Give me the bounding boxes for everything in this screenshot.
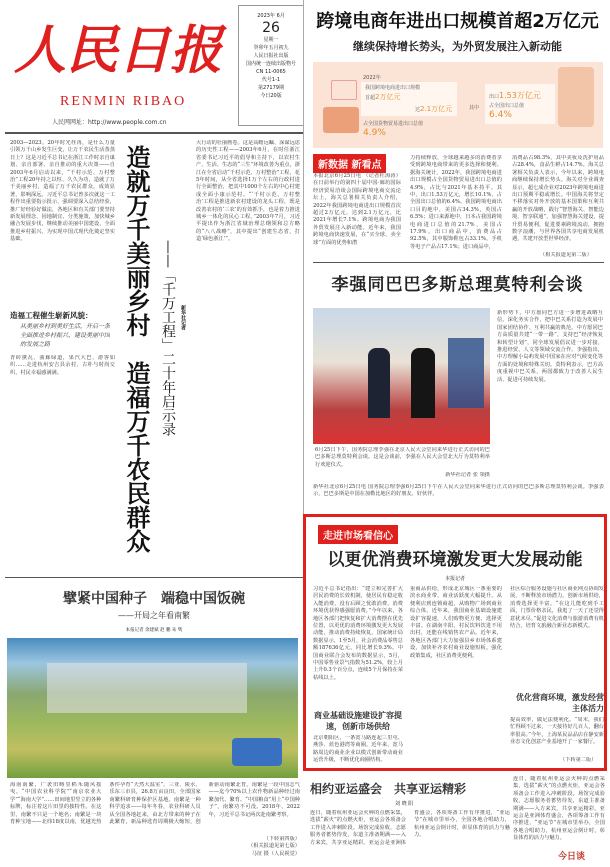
feature-body-left2: 青砖黛瓦、曲廊绿道，果汽大巴、游客如织……走进杭州安吉县余村，古朴与时尚交织，村民幸福感满满。 [10,355,115,376]
issue-number: 第27179期 [258,85,284,91]
asian-games-headline[interactable]: 相约亚运盛会 共享亚运精彩 [310,782,467,796]
meeting-photo [313,308,490,444]
lead-headline[interactable]: 跨境电商年进出口规模首超2万亿元 [316,11,599,32]
info-value-1: 2万亿元 [375,93,401,101]
divider [5,132,303,134]
divider [5,577,303,578]
feature-title-b: 造福万千农民群众 [122,361,151,553]
meeting-body: 新形势下，中方愿同巴方进一步增进战略互信，深化务实合作，把中巴关系打造为发展中国家团结协作、互利共赢的典范。中方愿同巴方高质量共建“一带一路”，支持巴“经济恢复和转型计划”，同全球发展倡议进一步对接，推进经贸、人文等领域交流合作。李强指出，中方理解小岛屿发展中国家在应对气候变化等方面的处境和特殊关切。莫特利表示，巴方高度重视中巴关系，两国都致力于改善人民生活、促进可持续发展。 [497,310,603,383]
weekday: 星期一 [263,37,279,43]
page-count: 今日20版 [260,93,282,99]
lunar-date: 癸卯年五月初九 [253,45,289,51]
consumption-col1b: 北京朝阳区，一条宽马路连起三里屯、燕莎、蓝色港湾等商圈。近年来，宽马路周边的商业企业以模式创新带动商业运营升级，不断优化商圈结构。 [313,735,403,764]
byline: 刘 晓 阳 [395,801,414,807]
info-reach: 达 [415,107,421,113]
monitor-icon [323,107,359,133]
consumption-headline[interactable]: 以更优消费环境激发更大发展动能 [327,550,583,570]
date-box [238,5,304,126]
nanfan-aerial-photo [7,638,298,778]
feature-headline[interactable] [118,145,154,570]
lead-body-col2: 力持续释放，全球越来越多的消费者享受到跨境电商带来的更多选择和便利。据海关统计，2022年，我国跨境电商进出口规模占全国货物贸易进出口总值的4.9%，占比与2021年基本持平。其中，出口1.53万亿元，增长10.1%，占全国出口总值的6.4%。我国跨境电商出口目的地中，美国占34.3%，英国占6.5%；进口来源地中，日本占我国跨境电商进口总值的21.7%，美国占17.9%。出口商品中，消费品占92.5%，其中服饰鞋包占33.1%，手机等电子产品占17.1%；进口商品中， [410,155,502,250]
consumption-col1: 习近平总书记指出：“建立和完善扩大居民消费的长效机制，使居民有稳定收入能消费、没有后顾之忧敢消费、消费环境优获得感强愿消费。”今年以来，各地区各部门把恢复和扩大消费摆在优先位置，以更优的消费环境激发更大发展动能，推动消费持续恢复。国家统计局数据显示，1至5月，社会消费品零售总额187636亿元，同比增长9.3%。中国商业联合会发布的数据显示，5月，中国零售业景气指数为51.2%，较上月上升0.3个百分点，连续5个月保持在荣枯线以上。 [313,586,403,681]
feature-body-right: 大行动的壮丽画卷。这是高瞻远瞩、深谋远虑的历史性工程——2003年6月，在时任浙江省委书记习近平的倡导和主持下，以农村生产、生活、生态的“三生”环境改善为重点，浙江在全省启动“千村示范、万村整治”工程，花5年时间，从全省选择1万个左右的行政村进行全面整治，把其中1000个左右的中心村建成全面小康示范村。“‘千村示范、万村整治’工程是推进新农村建设的龙头工程，既是改善农村的‘三农’的有效抓手，也是着力推进城乡一体化的民心工程。”2003年7月，习近平提出作为浙江省域治理总纲领和总方略的“八八战略”，其中提出“创建生态省，打造‘绿色浙江’”。 [196,140,300,243]
meeting-headline[interactable]: 李强同巴巴多斯总理莫特利会谈 [331,275,584,295]
feature-title-a: 造就万千美丽乡村 [122,145,151,337]
feature-subtitle: ——「千万工程」二十年启示录 [160,240,176,436]
masthead-logo: 人民日报 [14,20,223,81]
info-value-2: 2.1万亿元 [420,105,453,113]
phone-shop-icon [558,67,594,127]
day: 26 [262,20,280,36]
info-export-share: 6.4% [489,110,512,120]
info-export: 1.53万亿元 [499,91,541,100]
info-export-share-label: 占全国出口总值 [489,103,525,109]
issn: 国内统一连续出版物号 [245,61,296,67]
asian-games-body-col3: 连日，随着杭州亚运会火种的点燃采集，选拔“薪火”的点燃火炬，亚运会各项备会工作进入冲刺阶段。场馆完成验收，志愿服务者蓄势待发，东道主准备期满——入方来宾，共享亚运精彩。亚运会是亚洲体育盛会，各项筹备工作有序推进，“亚运节”在城市里举办，全国各地合唱助力，杭州亚运会倒计时，彰显体育的活力与魅力。 [513,776,605,842]
feature-body-left: 2003—2023。20年时光荏苒，是什么力量引领万千山乡发生巨变，让万千农民生活蒸蒸日上？这是习近平总书记在浙江工作时亲自谋划、亲自部署、亲自推动的重大决策——自2003年6月启动以来，“千村示范、万村整治”工程20年持之以恒、久久为功，造就了万千美丽乡村，造福了万千农民群众，成效显著，影响深远。习近平总书记曾多次就这一工程作出重要指示批示，强调要深入总结经验，推广好经验好做法，各地区和有关部门要坚持新发展理念，因地制宜、分类施策，加快城乡融合发展步伐，继续推动美丽中国建设，全面推进乡村振兴，为实现中国式现代化奠定坚实基础。 [10,140,115,243]
publisher: 人民日报社出版 [253,53,289,59]
seeds-body: 海南南繁，广袤田畴里稻禾随风摇曳。“中国农业科学院”“南京农业大学”“海南大学”……田间地里竖立的各种标牌，标注着这片田里的独特性。在这里，南繁不只是一个地名；南繁是一块育种宝地——北纬18度以南，优越光热条件孕育“天然大温室”。三亚、陵水、乐东三市县，26.8万亩良田，全部国家南繁科研育种保护区基地。南繁是一种科学追求——每年冬春，农业科研人员从全国各地赶来，由北方带来的种子在此繁育，新品种选育周期极大缩短，创新驱动南繁北育。南繁是一段中国志气——迄今70%以上农作物新品种经过南繁加代、繁育。“中国粮食”用上“中国种子”，南繁功不可没。2018年、2022年，习近平总书记两次赴南繁考察。 [10,782,300,826]
today-talk-logo: 今日谈 [558,852,586,862]
seeds-headline[interactable]: 擘紧中国种子 端稳中国饭碗 [63,591,245,607]
info-first: 首超 [365,95,376,101]
continued-link[interactable]: （下转第四版） [263,836,300,842]
photo-caption: 6月25日下午，国务院总理李强在北京人民大会堂同来华进行正式访问的巴巴多斯总理莫特利会谈。这是会谈前，李强在人民大会堂北大厅为莫特利举行欢迎仪式。 [315,447,490,468]
continued-link[interactable]: （下转第二版） [560,757,597,763]
seeds-subheadline: ——开局之年看南繁 [118,611,190,620]
cart-icon [331,80,357,100]
postal-code: 代号1-1 [261,77,281,83]
photo-credit: 新华社记者 张 领摄 [445,472,490,478]
pull-quote: 从美丽乡村到美好生活，开启一条全面推进乡村振兴、建设美丽中国的发展之路 [20,323,110,348]
lead-body-col3: 消费品占98.3%，其中美妆及洗护用品占28.4%，食品生鲜占14.7%。海关总署相关负责人表示，今年以来，跨境电商继续保持增长势头。海关对全业调查显示，超七成企业对2023年跨境电商进出口预期平稳或增长。中国海关将坚定不移落实对外开放的基本国策和互利共赢的开放战略，践行“智慧海关、智能边境、智享联通”，加强智慧海关建设，提升贸易便利，促进要素跨境流动，拥抱数字浪潮，与世界各国共享电商发展机遇，共建开放型世界经济。 [512,155,604,243]
lead-related[interactable]: （相关报道见第二版） [540,252,592,258]
info-label: 我国跨境电商进出口规模 [365,85,421,91]
divider [313,262,604,263]
subheading: 造福工程催生崭新风貌： [10,311,93,320]
photo-credit: 马征 摄（人民视觉） [251,850,300,857]
info-share: 4.9% [363,128,386,138]
consumption-col3: 社区综合服务设施与社区商业网点协调发展，不断释放市场潜力。创新市场供给，消费选择更丰富。“在这儿能吃到手工面，门票价格亲民，我逛了一天了还觉得意犹未尽。”促进文化消费与旅游消费有机结合，培育文旅融合新业态新模式。 [510,586,604,630]
byline: 本报记者 余建斌 赵 鹏 朱 隽 [125,628,183,633]
consumption-col3b: 提高效率，做足法便利化。“周末，我们忙得顾不过来，一天接待好几百人，翻台率很高。”今年，上海某民品品店在静安新业态文化创意产业基地开了一家餐厅。 [510,717,604,746]
masthead-pinyin: RENMIN RIBAO [60,94,187,109]
section-tag: 新数据 新看点 [313,154,386,173]
divider [303,0,304,515]
subheading: 优化营商环境，激发经营主体活力 [516,693,604,713]
related-link[interactable]: （相关报道见第七版） [248,843,300,850]
website-link[interactable]: 人民网网址：http://www.people.com.cn [52,119,167,126]
byline: 新华社记者 [180,305,186,330]
year-month: 2023年 6月 [257,13,285,19]
consumption-col2: 重商品供给，形成北京城区一条重要的滨水商业带，商业活跃度大幅提升。从便利店到连锁商超，从购物广场到商业综合体，近年来，我国商业基础设施建设扩容提速，人们购物更方便、选择更丰富。在湖南丰阳，村民饮料饮进不用出村，还能在线销售农产品。近年来，各地区各部门大力加强县乡市场体系建设，加快补齐农村商业设施短板。强化政策集成，社区消费更便利。 [410,586,502,659]
info-share-label: 占全国货物贸易进出口总值 [363,121,424,127]
info-export-label: 出口 [489,94,500,100]
section-tag: 走进市场看信心 [318,525,398,544]
asian-games-body: 连日，随着杭州亚运会火种的点燃采集，选拔“薪火”的点燃火炬，亚运会各项备会工作进入冲刺阶段。场馆完成验收，志愿服务者蓄势待发，东道主准备期满——入方来宾，共享亚运精彩。亚运会是亚洲体育盛会，各项筹备工作有序推进，“亚运节”在城市里举办，全国各地合唱助力，杭州亚运会倒计时，彰显体育的活力与魅力。 [310,810,510,846]
info-year: 2022年 [363,75,381,81]
lead-subheadline: 继续保持增长势头，为外贸发展注入新动能 [353,40,562,53]
byline: 本报记者 [444,576,465,582]
info-among: 其中 [469,105,480,111]
subheading: 商业基础设施建设扩容提速，创新市场供给 [314,711,402,731]
meeting-lead-text: 新华社北京6月25日电 国务院总理李强6月25日下午在人民大会堂同来华进行正式访问的巴巴多斯总理莫特利会谈。李强表示，巴巴多斯是中国在加勒比地区的好朋友、好伙伴。 [313,484,604,498]
cn-number: CN 11-0065 [256,69,286,75]
infographic [313,62,603,148]
lead-body-col1: 本报北京6月25日电 （记者杜海涛）在日前举行的第四十届中国·廊坊国际经济贸易洽谈会国际跨境电商交流论坛上，海关总署相关负责人介绍，2022年我国跨境电商进出口规模首次超过2万亿元，达到2.1万亿元，比2021年增长7.1%。跨境电商为我国外贸发展注入新动能。近年来，我国跨境电商快速发展，在“买全球、卖全球”方面的优势和潜 [313,173,401,246]
